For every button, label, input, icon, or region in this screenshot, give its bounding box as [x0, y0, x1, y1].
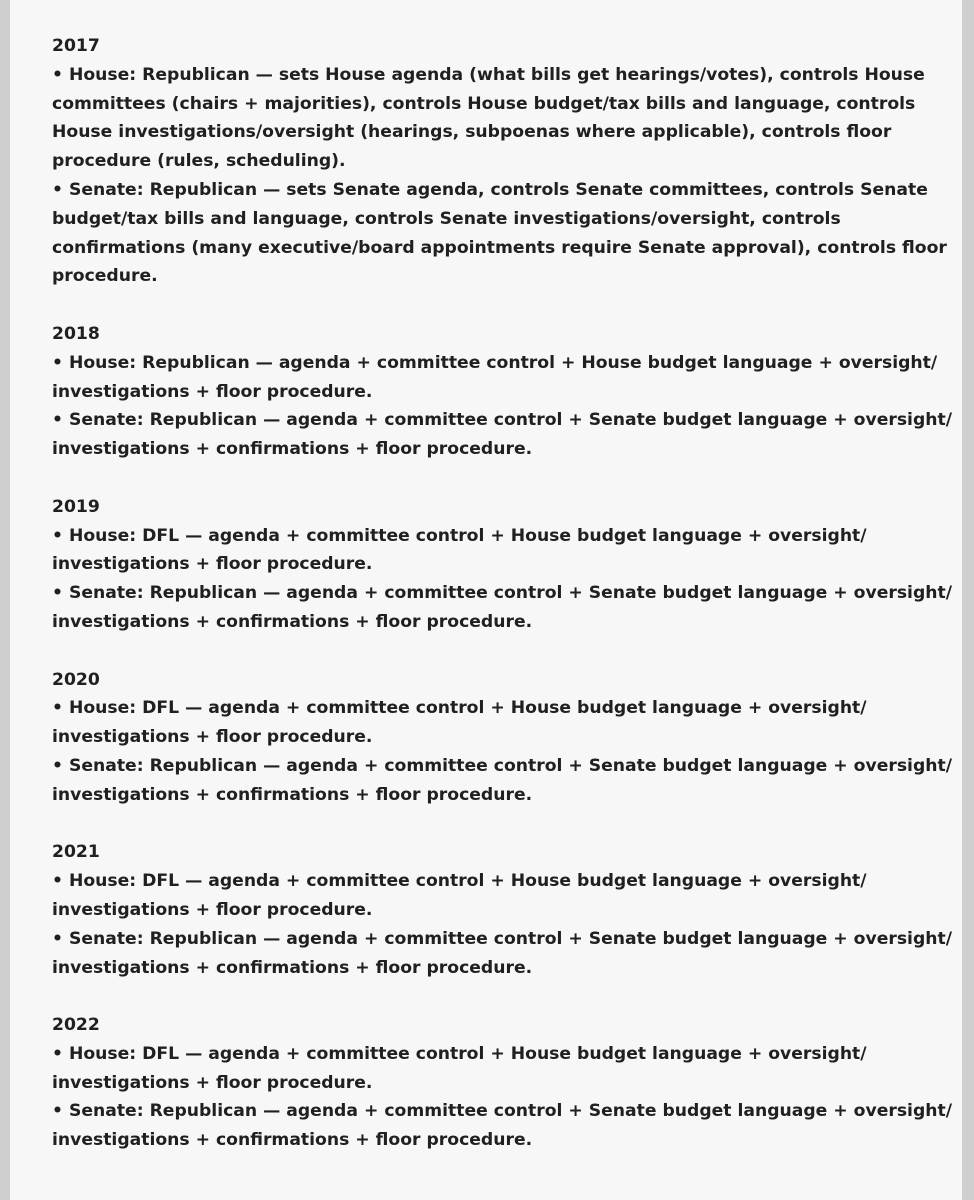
senate-entry: • Senate: Republican — agenda + committee control + Senate budget language + oversight/ investigations + confirmations + floor procedure. [52, 755, 952, 805]
year-heading: 2020 [52, 669, 100, 690]
year-section-2019 [52, 493, 952, 637]
year-section-2018 [52, 320, 952, 464]
year-heading: 2022 [52, 1015, 100, 1036]
year-section-2017 [52, 32, 952, 291]
year-heading: 2017 [52, 36, 100, 56]
document-body [52, 32, 952, 1184]
year-section-2022 [52, 1011, 952, 1155]
house-entry: • House: Republican — sets House agenda (what bills get hearings/votes), controls House committees (chairs + majorities), controls House budget/tax bills and language, controls House investigations/oversight (hearings, subpoenas where applicable), controls floor procedure (rules, scheduling). [52, 64, 925, 172]
document-page [10, 0, 962, 1200]
senate-entry: • Senate: Republican — agenda + committee control + Senate budget language + oversight/ investigations + confirmations + floor procedure. [52, 928, 952, 978]
left-border [0, 0, 10, 1200]
senate-entry: • Senate: Republican — sets Senate agenda, controls Senate committees, controls Senate budget/tax bills and language, controls Senate investigations/oversight, controls confirmations (many executive/board appointments require Senate approval), controls floor procedure. [52, 179, 947, 287]
house-entry: • House: DFL — agenda + committee control + House budget language + oversight/ investigations + floor procedure. [52, 525, 867, 575]
year-heading: 2019 [52, 496, 100, 517]
house-entry: • House: DFL — agenda + committee control + House budget language + oversight/ investigations + floor procedure. [52, 1043, 867, 1093]
year-heading: 2018 [52, 323, 100, 344]
right-border [962, 0, 974, 1200]
house-entry: • House: DFL — agenda + committee control + House budget language + oversight/ investigations + floor procedure. [52, 698, 867, 748]
senate-entry: • Senate: Republican — agenda + committee control + Senate budget language + oversight/ investigations + confirmations + floor procedure. [52, 1101, 952, 1151]
year-heading: 2021 [52, 842, 100, 863]
year-section-2021 [52, 838, 952, 982]
senate-entry: • Senate: Republican — agenda + committee control + Senate budget language + oversight/ investigations + confirmations + floor procedure. [52, 410, 952, 460]
house-entry: • House: DFL — agenda + committee control + House budget language + oversight/ investigations + floor procedure. [52, 871, 867, 920]
senate-entry: • Senate: Republican — agenda + committee control + Senate budget language + oversight/ investigations + confirmations + floor procedure. [52, 583, 952, 632]
year-section-2020 [52, 666, 952, 810]
house-entry: • House: Republican — agenda + committee control + House budget language + oversight/ investigations + floor procedure. [52, 352, 938, 402]
